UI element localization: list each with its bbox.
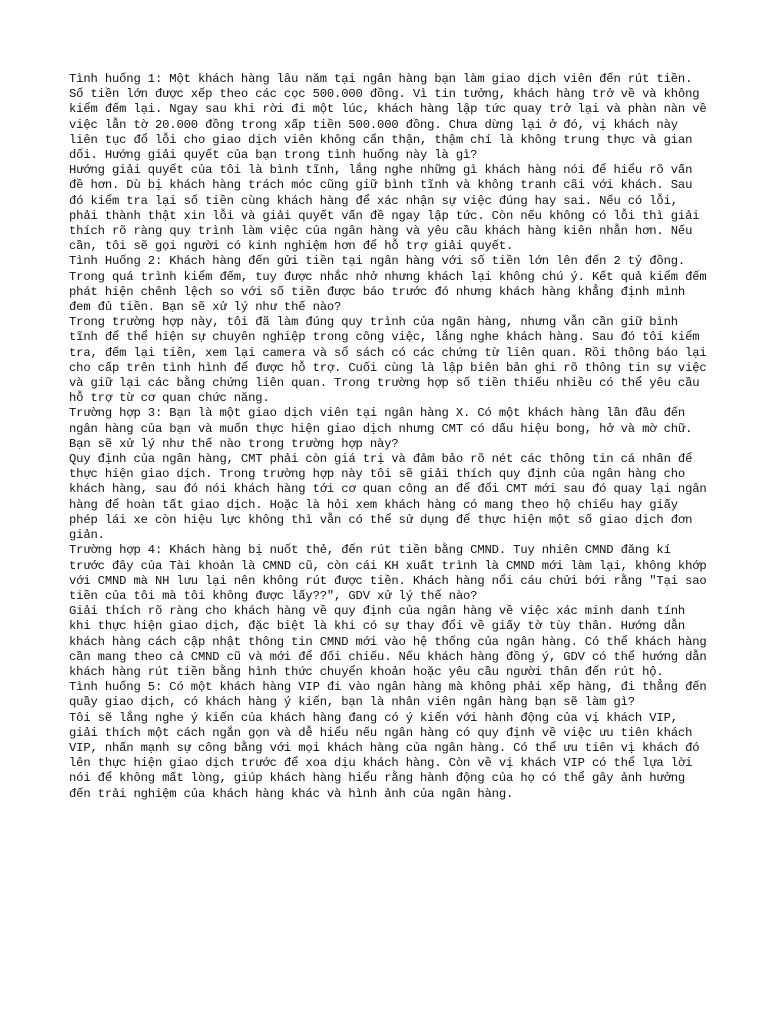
situation-4-answer: Giải thích rõ ràng cho khách hàng về quy định của ngân hàng về việc xác minh danh tính khi thực hiện giao dịch, đặc biệt là khi có sự thay đổi về giấy tờ tùy thân. Hướng dẫn khách hàng cách cập nhật thông tin CMND mới vào hệ thống của ngân hàng. Có thể khách hàng cần mang theo cả CMND cũ và mới để đối chiếu. Nếu khách hàng đồng ý, GDV có thể hướng dẫn khách hàng rút tiền bằng hình thức chuyển khoản hoặc yêu cầu người thân đến rút hộ. [69,604,707,679]
situation-5-answer: Tôi sẽ lắng nghe ý kiến của khách hàng đang có ý kiến với hành động của vị khách VIP, giải thích một cách ngắn gọn và dễ hiểu nếu ngân hàng có quy định về việc ưu tiên khách VIP, nhấn mạnh sự công bằng với mọi khách hàng của ngân hàng. Có thể ưu tiên vị khách đó lên thực hiện giao dịch trước để xoa dịu khách hàng. Còn về vị khách VIP có thể lựa lời nói để không mất lòng, giúp khách hàng hiểu rằng hành động của họ có thể gây ảnh hưởng đến trải nghiệm của khách hàng khác và hình ảnh của ngân hàng. [69,710,700,801]
situation-2-question: Tình Huống 2: Khách hàng đến gửi tiền tại ngân hàng với số tiền lớn lên đến 2 tỷ đồng. Trong quá trình kiểm đếm, tuy được nhắc nhở nhưng khách lại không chú ý. Kết quả kiểm đếm phát hiện chênh lệch so với số tiền được báo trước đó nhưng khách hàng khẳng định mình đem đủ tiền. Bạn sẽ xử lý như thế nào? [69,254,707,315]
situation-2-answer: Trong trường hợp này, tôi đã làm đúng quy trình của ngân hàng, nhưng vẫn cần giữ bình tĩnh để thể hiện sự chuyên nghiệp trong công việc, lắng nghe khách hàng. Sau đó tôi kiểm tra, đếm lại tiền, xem lại camera và sổ sách có các chứng từ liên quan. Rồi thông báo lại cho cấp trên tình hình để được hỗ trợ. Cuối cùng là lập biên bản ghi rõ thông tin sự việc và giữ lại các bằng chứng liên quan. Trong trường hợp số tiền thiếu nhiều có thể yêu cầu hỗ trợ từ cơ quan chức năng. [69,315,707,406]
document-body [69,72,709,802]
situation-3-question: Trường hợp 3: Bạn là một giao dịch viên tại ngân hàng X. Có một khách hàng lần đầu đến ngân hàng của bạn và muốn thực hiện giao dịch nhưng CMT có dấu hiệu bong, hở và mờ chữ. Bạn sẽ xử lý như thế nào trong trường hợp này? [69,406,693,451]
situation-3-answer: Quy định của ngân hàng, CMT phải còn giá trị và đảm bảo rõ nét các thông tin cá nhân để thực hiện giao dịch. Trong trường hợp này tôi sẽ giải thích quy định của ngân hàng cho khách hàng, sau đó nói khách hàng tới cơ quan công an để đổi CMT mới sau đó quay lại ngân hàng để hoàn tất giao dịch. Hoặc là hỏi xem khách hàng có mang theo hộ chiếu hay giấy phép lái xe còn hiệu lực không thì vẫn có thể sử dụng để thực hiện một số giao dịch đơn giản. [69,452,707,543]
situation-5-question: Tình huống 5: Có một khách hàng VIP đi vào ngân hàng mà không phải xếp hàng, đi thẳng đến quầy giao dịch, có khách hàng ý kiến, bạn là nhân viên ngân hàng bạn sẽ làm gì? [69,680,707,710]
situation-1-answer: Hướng giải quyết của tôi là bình tĩnh, lắng nghe những gì khách hàng nói để hiểu rõ vấn đề hơn. Dù bị khách hàng trách móc cũng giữ bình tĩnh và không tranh cãi với khách. Sau đó kiểm tra lại số tiền cùng khách hàng để xác nhận sự việc đúng hay sai. Nếu có lỗi, phải thành thật xin lỗi và giải quyết vấn đề ngay lập tức. Còn nếu không có lỗi thì giải thích rõ ràng quy trình làm việc của ngân hàng và yêu cầu khách hàng kiên nhẫn hơn. Nếu cần, tôi sẽ gọi người có kinh nghiệm hơn để hỗ trợ giải quyết. [69,163,700,254]
situation-1-question: Tình huống 1: Một khách hàng lâu năm tại ngân hàng bạn làm giao dịch viên đến rút tiền. Số tiền lớn được xếp theo các cọc 500.000 đồng. Vì tin tưởng, khách hàng trở về và không kiểm đếm lại. Ngay sau khi rời đi một lúc, khách hàng lập tức quay trở lại và phàn nàn về việc lẫn tờ 20.000 đồng trong xấp tiền 500.000 đồng. Chưa dừng lại ở đó, vị khách này liên tục đổ lỗi cho giao dịch viên không cẩn thận, thậm chí là không trung thực và gian dối. Hướng giải quyết của bạn trong tình huống này là gì? [69,72,707,163]
situation-4-question: Trường hợp 4: Khách hàng bị nuốt thẻ, đến rút tiền bằng CMND. Tuy nhiên CMND đăng kí trước đây của Tài khoản là CMND cũ, còn cái KH xuất trình là CMND mới làm lại, không khớp với CMND mà NH lưu lại nên không rút được tiền. Khách hàng nổi cáu chửi bới rằng "Tại sao tiền của tôi mà tôi không được lấy??", GDV xử lý thế nào? [69,543,707,603]
